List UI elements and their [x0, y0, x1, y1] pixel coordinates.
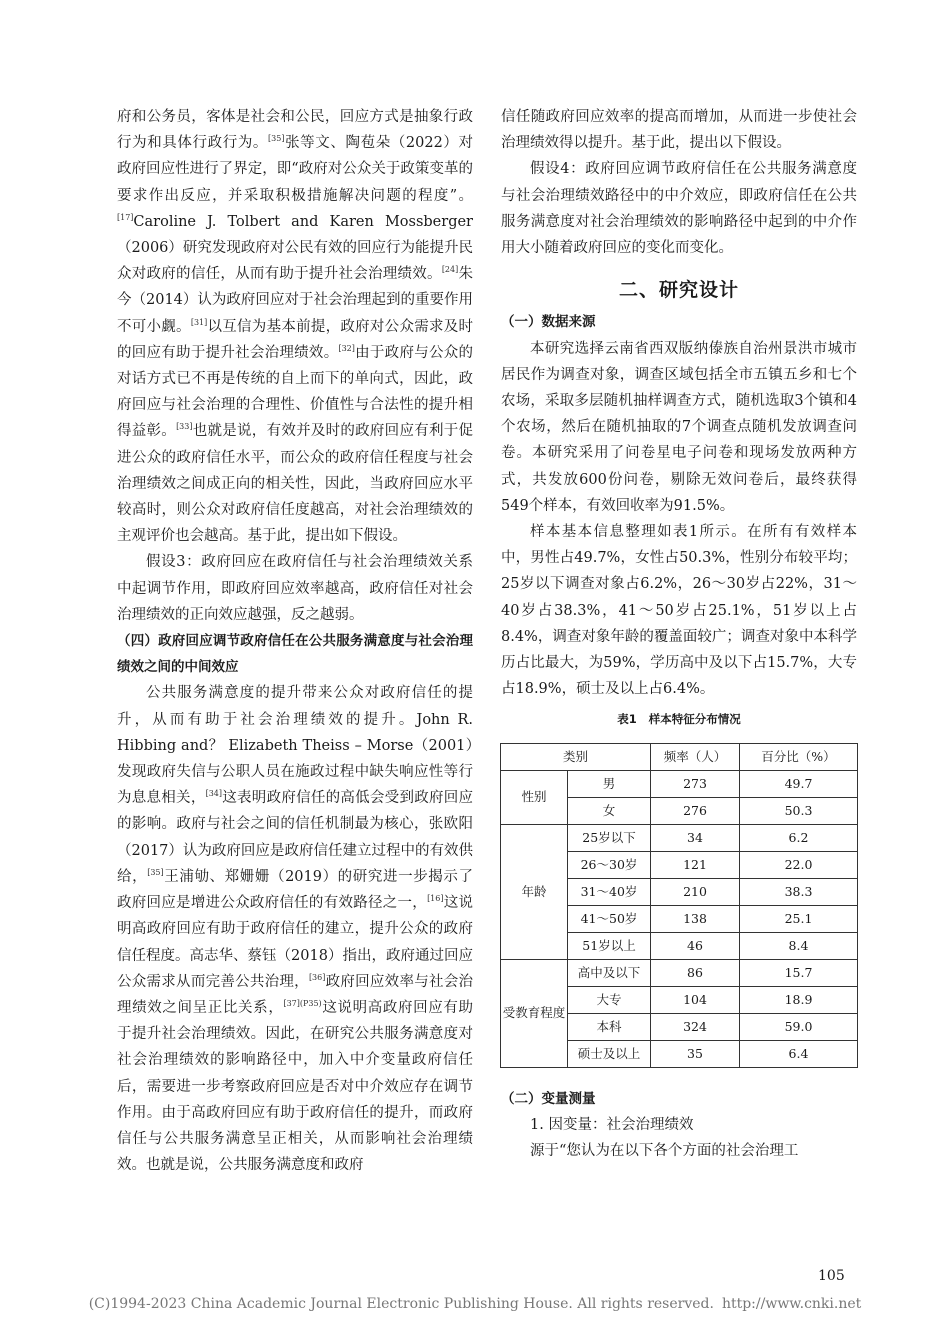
dependent-variable-heading: 1. 因变量：社会治理绩效 — [530, 1116, 694, 1133]
text-segment: 这说明高政府回应有助于提升社会治理绩效。因此，在研究公共服务满意度对社会治理绩效的影响路径中，加入中介变量政府信任后，需要进一步考察政府回应是否对中介效应存在调节作用。由于高政府回应有助于政府信任的提升，而政府信任与公共服务满意呈正相关，从而影响社会治理绩效。也就是说，公共服务满意度和政府 — [117, 999, 474, 1174]
table-cell: 男 — [568, 770, 651, 797]
copyright-text: (C)1994-2023 China Academic Journal Electronic Publishing House. All rights reserved. — [88, 1296, 714, 1312]
table-cell: 26～30岁 — [568, 851, 651, 878]
data-source-paragraph: 本研究选择云南省西双版纳傣族自治州景洪市城市居民作为调查对象，调查区域包括全市五镇五乡和七个农场，采取多层随机抽样调查方式，随机选取3个镇和4个农场，然后在随机抽取的7个调查点随机发放调查问卷。本研究采用了问卷星电子问卷和现场发放两种方式，共发放600份问卷，剔除无效问卷后，最终获得549个样本，有效回收率为91.5%。 — [501, 340, 857, 514]
citation[interactable]: [34] — [205, 789, 223, 799]
table-cell: 210 — [651, 878, 740, 905]
subsection-heading-variables: （二）变量测量 — [501, 1090, 596, 1107]
table-cell: 6.4 — [740, 1040, 858, 1067]
subsection-heading-4: （四）政府回应调节政府信任在公共服务满意度与社会治理绩效之间的中间效应 — [117, 633, 473, 676]
citation[interactable]: [24] — [441, 265, 459, 275]
text-segment: 这说明高政府回应有助于政府信任的建立，提升公众的政府信任程度。高志华、蔡钰（2018）指出，政府通过回应公众需求从而完善公共治理， — [117, 895, 474, 990]
table-cell: 121 — [651, 851, 740, 878]
table-row — [501, 959, 858, 986]
table-cell: 22.0 — [740, 851, 858, 878]
left-paragraph-3 — [117, 680, 473, 1178]
header-cell-category: 类别 — [501, 743, 651, 770]
table-cell: 138 — [651, 905, 740, 932]
text-segment: 以互信为基本前提，政府对公众需求及时的回应有助于提升社会治理绩效。 — [117, 318, 474, 361]
citation[interactable]: [33] — [176, 422, 193, 432]
table-cell: 高中及以下 — [568, 959, 651, 986]
table-cell: 50.3 — [740, 797, 858, 824]
table-cell: 18.9 — [740, 986, 858, 1013]
table-row — [501, 824, 858, 851]
text-segment: 府和公务员，客体是社会和公民，回应方式是抽象行政行为和具体行政行为。 — [117, 109, 473, 152]
table-cell: 59.0 — [740, 1013, 858, 1040]
table-cell: 86 — [651, 959, 740, 986]
hypothesis-3: 假设3：政府回应在政府信任与社会治理绩效关系中起调节作用，即政府回应效率越高，政府信任对社会治理绩效的正向效应越强，反之越弱。 — [117, 554, 473, 623]
text-segment: 张等文、陶苞朵（2022）对政府回应性进行了界定，即“政府对公众关于政策变革的要求作出反应，并采取积极措施解决问题的程度”。 — [117, 135, 474, 204]
table-cell: 51岁以上 — [568, 932, 651, 959]
citation[interactable]: [16] — [427, 894, 444, 904]
table-number: 表1 — [617, 712, 637, 727]
table-cell: 273 — [651, 770, 740, 797]
left-paragraph-1 — [117, 104, 473, 549]
citation[interactable]: [36] — [308, 972, 326, 982]
table-cell: 41～50岁 — [568, 905, 651, 932]
page-number: 105 — [818, 1268, 845, 1284]
table-cell: 25.1 — [740, 905, 858, 932]
text-segment: 公共服务满意度的提升带来公众对政府信任的提升，从而有助于社会治理绩效的提升。John R. Hibbing and？ Elizabeth Theiss – Morse（2001）发现政府失信与公职人员在施政过程中缺失响应性等行为息息相关， — [117, 685, 473, 807]
right-paragraph-last: 源于“您认为在以下各个方面的社会治理工 — [530, 1143, 799, 1160]
table-cell: 31～40岁 — [568, 878, 651, 905]
hypothesis-4: 假设4：政府回应调节政府信任在公共服务满意度与社会治理绩效路径中的中介效应，即政府信任在公共服务满意度对社会治理绩效的影响路径中起到的中介作用大小随着政府回应的变化而变化。 — [501, 161, 857, 257]
citation[interactable]: [35] — [147, 867, 164, 877]
table-cell: 38.3 — [740, 878, 858, 905]
citation[interactable]: [37](P35) — [283, 998, 322, 1008]
text-segment: 朱今（2014）认为政府回应对于社会治理起到的重要作用不可小觑。 — [117, 266, 473, 335]
citation[interactable]: [32] — [338, 343, 355, 353]
section-heading-research-design: 二、研究设计 — [618, 279, 739, 302]
subsection-heading-data-source: （一）数据来源 — [501, 314, 596, 331]
table-cell: 104 — [651, 986, 740, 1013]
group-cell-education: 受教育程度 — [501, 959, 568, 1067]
header-cell-percent: 百分比（%） — [740, 743, 858, 770]
citation[interactable]: [35] — [268, 134, 285, 144]
table-cell: 46 — [651, 932, 740, 959]
table-cell: 8.4 — [740, 932, 858, 959]
group-cell-age: 年龄 — [501, 824, 568, 959]
table-cell: 25岁以下 — [568, 824, 651, 851]
table-cell: 女 — [568, 797, 651, 824]
text-segment: 这表明政府信任的高低会受到政府回应的影响。政府与社会之间的信任机制最为核心，张欧阳（2017）认为政府回应是政府信任建立过程中的有效供给， — [117, 790, 474, 885]
text-segment: Caroline J. Tolbert and Karen Mossberger（2006）研究发现政府对公民有效的回应行为能提升民众对政府的信任，从而有助于提升社会治理绩效。 — [117, 213, 473, 283]
table-cell: 34 — [651, 824, 740, 851]
table-cell: 15.7 — [740, 959, 858, 986]
footer-link[interactable]: http://www.cnki.net — [721, 1296, 862, 1312]
text-segment: 政府回应效率与社会治理绩效之间呈正比关系， — [117, 973, 474, 1016]
header-cell-frequency: 频率（人） — [651, 743, 740, 770]
table-cell: 276 — [651, 797, 740, 824]
sample-characteristics-table — [500, 743, 858, 1068]
sample-info-paragraph: 样本基本信息整理如表1所示。在所有有效样本中，男性占49.7%，女性占50.3%，性别分布较平均；25岁以下调查对象占6.2%，26～30岁占22%，31～40岁占38.3%，41～50岁占25.1%，51岁以上占8.4%，调查对象年龄的覆盖面较广；调查对象中本科学历占比最大，为59%，学历高中及以下占15.7%，大专占18.9%，硕士及以上占6.4%。 — [501, 524, 857, 698]
table-caption — [501, 706, 857, 732]
spacer — [501, 1068, 857, 1086]
table-cell: 硕士及以上 — [568, 1040, 651, 1067]
table-row — [501, 770, 858, 797]
group-cell-gender: 性别 — [501, 770, 568, 824]
citation[interactable]: [31] — [190, 317, 208, 327]
table-cell: 大专 — [568, 986, 651, 1013]
text-segment: 也就是说，有效并及时的政府回应有利于促进公众的政府信任水平，而公众的政府信任程度与社会治理绩效之间成正向的相关性，因此，当政府回应水平较高时，则公众对政府信任度越高，对社会治理绩效的主观评价也会越高。基于此，提出如下假设。 — [117, 423, 474, 545]
table-cell: 49.7 — [740, 770, 858, 797]
text-segment: 王浦劬、郑姗姗（2019）的研究进一步揭示了政府回应是增进公众政府信任的有效路径之一， — [117, 868, 474, 912]
table-cell: 35 — [651, 1040, 740, 1067]
right-paragraph-1: 信任随政府回应效率的提高而增加，从而进一步使社会治理绩效得以提升。基于此，提出以下假设。 — [501, 109, 857, 152]
table-cell: 本科 — [568, 1013, 651, 1040]
copyright-footer — [0, 1296, 950, 1312]
text-segment: 由于政府与公众的对话方式已不再是传统的自上而下的单向式，因此，政府回应与社会治理的合理性、价值性与合法性的提升相得益彰。 — [117, 344, 474, 440]
table-cell: 324 — [651, 1013, 740, 1040]
right-column — [501, 104, 857, 1164]
table-header-row — [501, 743, 858, 770]
table-title: 样本特征分布情况 — [648, 712, 741, 727]
table-cell: 6.2 — [740, 824, 858, 851]
left-column — [117, 104, 473, 1178]
citation[interactable]: [17] — [117, 212, 134, 222]
